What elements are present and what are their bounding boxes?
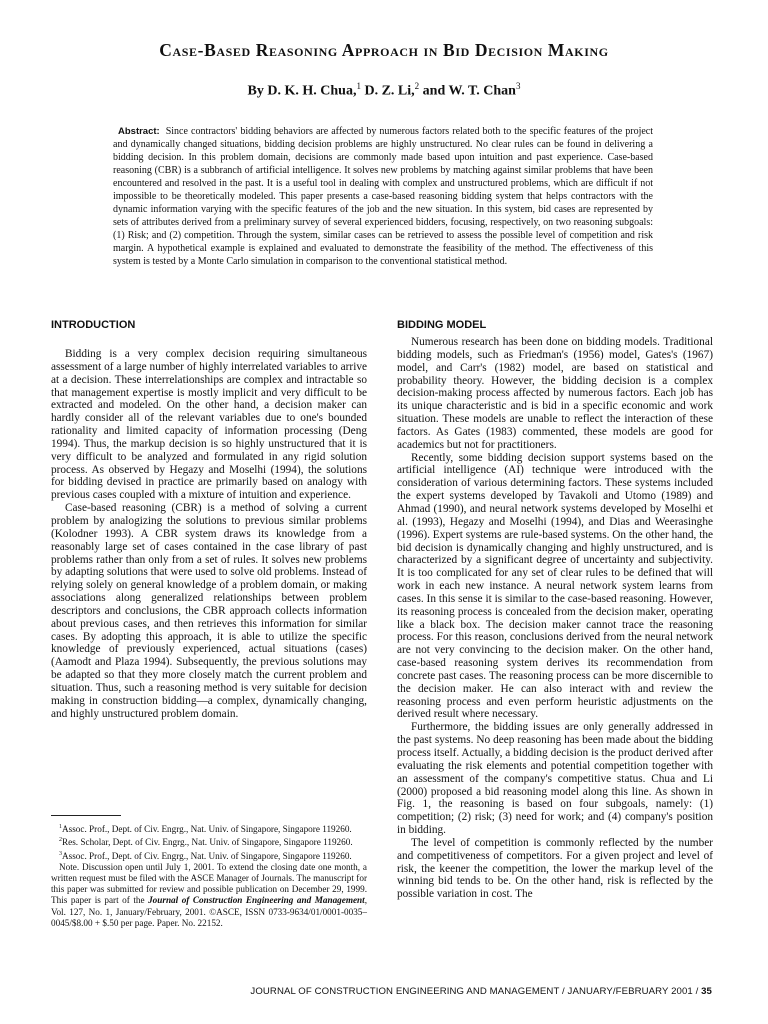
running-footer — [250, 986, 712, 997]
footnote-3-mark: 3 — [59, 850, 62, 857]
abstract — [113, 125, 653, 269]
footnotes — [51, 822, 367, 929]
footnote-divider — [51, 815, 121, 816]
footnote-2: $^2$Res. Scholar, Dept. of Civ. Engrg., Nat. Univ. of Singapore, Singapore 119260. — [59, 837, 353, 848]
author-and: and — [422, 83, 446, 99]
footnote-1: $^1$Assoc. Prof., Dept. of Civ. Engrg., Nat. Univ. of Singapore, Singapore 119260. — [59, 824, 352, 835]
bidding-model-paragraph: Furthermore, the bidding issues are only generally addressed in the past systems. No deep reasoning has been made about the bidding process itself. Actually, a bidding decision is the product derived after evaluating the risk elements and potential competition together with an assessment of the company's competitive status. Chua and Li (2000) proposed a bid reasoning model along this line. As shown in Fig. 1, the reasoning is based on four subgoals, namely: (1) competition; (2) risk; (3) need for work; and (4) company's position in bidding. — [397, 721, 713, 837]
right-column — [397, 318, 713, 901]
introduction-paragraph: Bidding is a very complex decision requiring simultaneous assessment of a large number of highly interrelated variables to arrive at a decision. These interrelationships are complex and intractable so that management expertise is mostly implicit and very difficult to be extracted and modeled. On the other hand, a decision maker can hardly consider all of the relevant variables due to one's bounded rationality and limited capacity of information processing (Deng 1994). Thus, the markup decision is so highly unstructured that it is very difficult to be analyzed and formulated in any rigid solution process. As observed by Hegazy and Moselhi (1994), the solutions for bidding devised in practice are primarily based on analogy with previous cases coupled with a mixture of intuition and experience. — [51, 348, 367, 502]
author-line — [0, 81, 768, 100]
author-by: By — [247, 83, 264, 99]
author-2: D. Z. Li, — [364, 83, 415, 99]
left-column — [51, 318, 367, 720]
bidding-model-heading: BIDDING MODEL — [397, 319, 487, 331]
introduction-paragraph: Case-based reasoning (CBR) is a method of solving a current problem by analogizing the solutions to previous similar problems (Kolodner 1993). A CBR system draws its knowledge from a reasonably large set of cases contained in the case library of past problems rather than only from a set of rules. It solves new problems by adapting solutions that were used to solve old problems. Instead of relying solely on general knowledge of a problem domain, or making associations along generalized relationships between problem descriptors and conclusions, the CBR approach collects information about previous cases, and then retrieves this information for similar cases. By adopting this approach, it is able to utilize the specific knowledge of previously experienced, actual situations (cases) (Aamodt and Plaza 1994). Subsequently, the previous solutions may be adapted so that they more closely match the current problem and situation. Thus, such a reasoning method is very suitable for decision making in construction bidding—a complex, dynamically changing, and highly unstructured problem domain. — [51, 502, 367, 720]
paper-title: Case-Based Reasoning Approach in Bid Decision Making — [159, 40, 609, 60]
footnote-3: $^3$Assoc. Prof., Dept. of Civ. Engrg., Nat. Univ. of Singapore, Singapore 119260. — [59, 850, 352, 861]
abstract-label: Abstract: — [118, 126, 160, 137]
footer-journal: JOURNAL OF CONSTRUCTION ENGINEERING AND MANAGEMENT / JANUARY/FEBRUARY 2001 / — [250, 986, 699, 997]
author-3-affiliation-mark: 3 — [515, 81, 521, 91]
author-1-affiliation-mark: 1 — [356, 81, 361, 91]
author-3: W. T. Chan — [448, 83, 516, 99]
bidding-model-paragraph: Numerous research has been done on bidding models. Traditional bidding models, such as Friedman's (1956) model, Gates's (1967) model, and Carr's (1982) model, are based on statistical and probability theory. However, the bidding decision is a complex decision-making process affected by numerous factors. Each job has its unique characteristic and is bid in a specific economic and work situation. These models are unable to reflect the interaction of these factors. As Gates (1983) commented, these models are good for academics but not for practitioners. — [397, 336, 713, 451]
introduction-heading: INTRODUCTION — [51, 319, 136, 331]
journal-name: Journal of Construction Engineering and Management — [148, 895, 365, 906]
footnote-1-mark: 1 — [59, 824, 62, 830]
author-1: D. K. H. Chua, — [267, 83, 357, 99]
abstract-text: Since contractors' bidding behaviors are affected by numerous factors related both to the specific features of the project and dynamically changed situations, bidding decision problems are highly unstructured. No clear rules can be found in delivering a bidding decision. In this problem domain, decisions are commonly made based upon intuition and past experience. Case-based reasoning (CBR) is a subbranch of artificial intelligence. It solves new problems by matching against similar problems that have been encountered and resolved in the past. It is a useful tool in dealing with complex and unstructured problems, which are difficult if not impossible to be theoretically modeled. This paper presents a case-based reasoning bidding system that helps contractors with the dynamic information varying with the specific features of the job and the new situation. In this system, bid cases are represented by sets of attributes derived from a preliminary survey of several experienced bidders, focusing, respectively, on two reasoning subgoals: (1) Risk; and (2) competition. Through the system, similar cases can be retrieved to assess the possible level of competition and risk margin. A hypothetical example is explained and evaluated to demonstrate the feasibility of the method. The effectiveness of this system is tested by a Monte Carlo simulation in comparison to the conventional statistical method. — [113, 126, 653, 268]
bidding-model-paragraph: Recently, some bidding decision support systems based on the artificial intelligence (AI) technique were introduced with the consideration of various determining factors. These systems included the expert systems developed by Tavakoli and Utomo (1989) and Ahmad (1990), and neural network systems developed by Moselhi et al. (1993), Hegazy and Moselhi (1994), and Dias and Weerasinghe (1996). Expert systems are rule-based systems. On the other hand, the bid decision is dynamically changing and highly unstructured, and is characterized by a significant degree of uncertainty and subjectivity. It is too complicated for any set of clear rules to be defined that will work in each new instance. A neural network system learns from cases. In this sense it is similar to the case-based reasoning. However, its reasoning process is concealed from the decision maker, operating like a black box. The decision maker cannot trace the reasoning process. For this reason, conclusions derived from the neural network are not very convincing to the decision maker. On the other hand, case-based reasoning system derives its recommendation from concrete past cases. The reasoning process can be more discernible to the decision maker. He can also interact with and review the reasoning process and even perform heuristic adjustments on the derived result where necessary. — [397, 451, 713, 721]
page-number: 35 — [701, 986, 712, 997]
bidding-model-paragraph: The level of competition is commonly reflected by the number and competitiveness of competitors. For a given project and level of risk, the keener the competition, the lower the markup level of the winning bid tends to be. On the other hand, risk is reflected by the possible variation in cost. The — [397, 836, 713, 901]
footnote-note: Note. Discussion open until July 1, 2001. To extend the closing date one month, a written request must be filed with the ASCE Manager of Journals. The manuscript for this paper was submitted for review and possible publication on December 29, 1999. This paper is part of the Journal of Construction Engineering and Management, Vol. 127, No. 1, January/February, 2001. ©ASCE, ISSN 0733-9634/01/0001-0035–0045/$8.00 + $.50 per page. Paper. No. 22152. — [51, 861, 368, 928]
author-2-affiliation-mark: 2 — [414, 81, 420, 91]
footnote-2-mark: 2 — [59, 837, 62, 844]
